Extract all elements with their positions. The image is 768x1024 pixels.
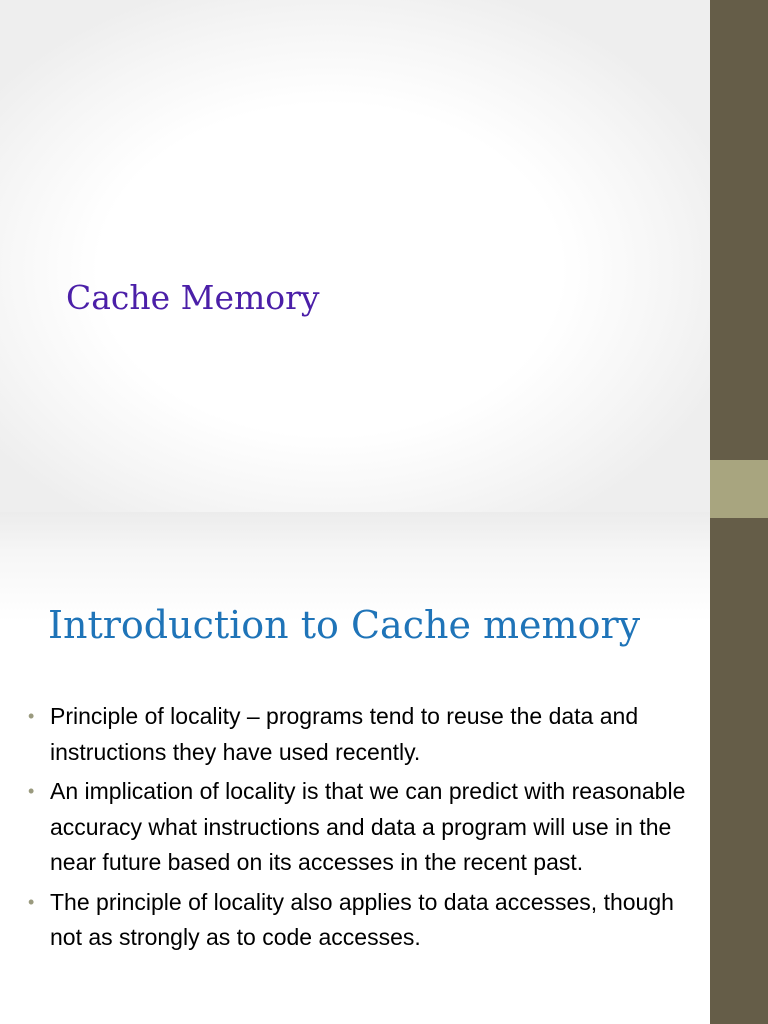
bullet-item [28,774,704,881]
bullet-icon: • [28,706,35,726]
bullet-icon: • [28,891,35,912]
bullet-text: An implication of locality is that we can predict with reasonable accuracy what instructions and data a program will use in the near future based on its accesses in the recent past. [50,778,686,875]
side-bar-bottom [710,518,768,1024]
slide-cache-memory [0,0,710,512]
side-bar-accent [710,460,768,518]
bullet-icon: • [28,781,35,801]
bullet-text: Principle of locality – programs tend to reuse the data and instructions they have used recently. [50,703,639,765]
bullet-item [28,699,704,770]
bullet-item [28,885,704,956]
side-bar-top [710,0,768,460]
bullet-list [28,699,704,960]
bullet-text: The principle of locality also applies to data accesses, though not as strongly as to code accesses. [50,888,674,950]
slide-title: Cache Memory [66,278,320,317]
section-title: Introduction to Cache memory [48,603,641,647]
